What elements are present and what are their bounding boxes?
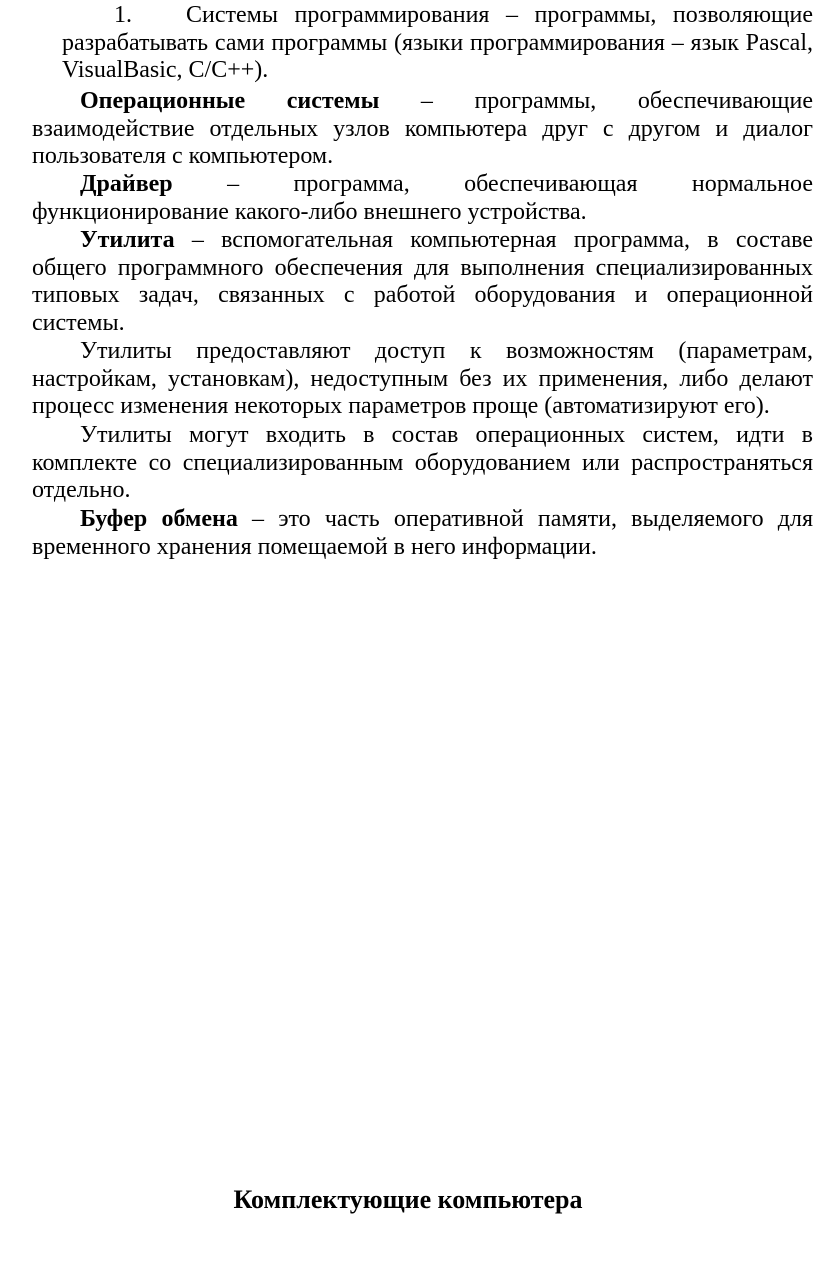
list-item-number: 1.	[114, 2, 132, 28]
text-utilities-composition: Утилиты могут входить в состав операционных систем, идти в комплекте со специализированным оборудованием или распространяться отдельно.	[32, 422, 813, 504]
term-operating-systems: Операционные системы	[80, 88, 380, 114]
list-item-line1: Системы программирования – программы, позволяющие	[186, 2, 813, 28]
definition-operating-systems: – программы, обеспечивающие взаимодействие отдельных узлов компьютера друг с другом и диалог пользователя с компьютером.	[32, 88, 813, 170]
list-item-first-line	[62, 2, 813, 30]
paragraph-utilities-access	[32, 338, 813, 421]
text-utilities-access: Утилиты предоставляют доступ к возможностям (параметрам, настройкам, установкам), недоступным без их применения, либо делают процесс изменения некоторых параметров проще (автоматизируют его).	[32, 338, 813, 420]
paragraph-utility	[32, 227, 813, 337]
definition-driver: – программа, обеспечивающая нормальное функционирование какого-либо внешнего устройства.	[32, 171, 813, 225]
section-heading: Комплектующие компьютера	[233, 1185, 583, 1214]
paragraph-clipboard	[32, 506, 813, 561]
term-clipboard: Буфер обмена	[80, 506, 238, 532]
definition-utility: – вспомогательная компьютерная программа, в составе общего программного обеспечения для выполнения специализированных типовых задач, связанных с работой оборудования и операционной системы.	[32, 227, 813, 336]
paragraph-operating-systems	[32, 88, 813, 171]
list-item-rest: разрабатывать сами программы (языки программирования – язык Pascal, VisualBasic, C/C++).	[62, 29, 813, 84]
term-utility: Утилита	[80, 227, 175, 253]
term-driver: Драйвер	[80, 171, 173, 197]
paragraph-utilities-composition	[32, 422, 813, 505]
numbered-list-item	[62, 2, 813, 85]
definition-clipboard: – это часть оперативной памяти, выделяемого для временного хранения помещаемой в него информации.	[32, 506, 813, 560]
paragraph-driver	[32, 171, 813, 226]
